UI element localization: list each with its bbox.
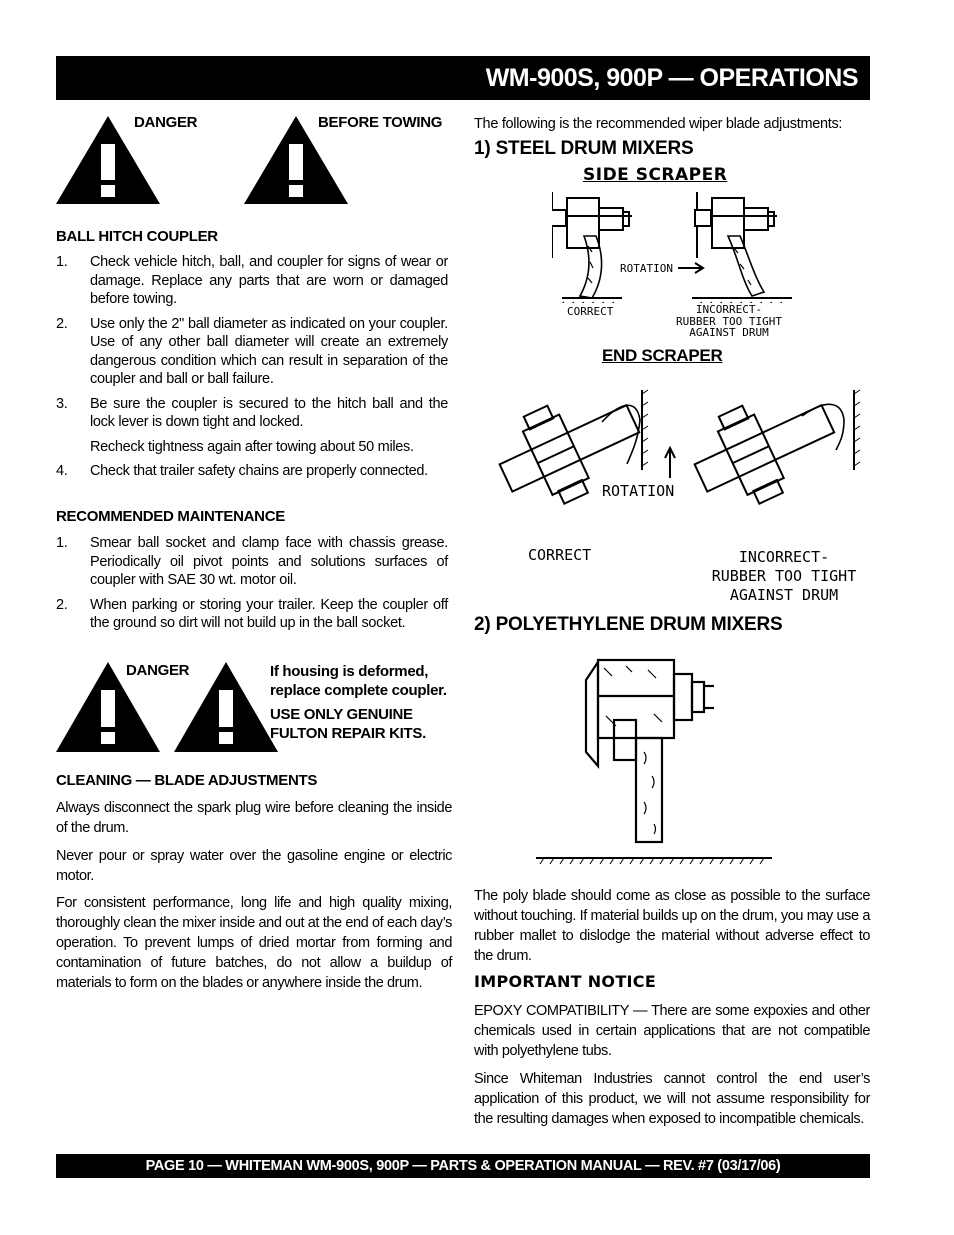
footer-text: PAGE 10 — WHITEMAN WM-900S, 900P — PARTS & OPERATION MANUAL — REV. #7 (03/17/06) [145,1158,781,1174]
genuine-parts-warning: USE ONLY GENUINE FULTON REPAIR KITS. [270,706,426,742]
ball-hitch-heading: BALL HITCH COUPLER [56,228,218,245]
list-item: 3. Be sure the coupler is secured to the hitch ball and the lock lever is down tight and locked. [56,395,448,430]
steel-drum-heading: 1) STEEL DRUM MIXERS [474,138,694,159]
footer-bar [56,1154,870,1178]
cleaning-paragraph-2: Never pour or spray water over the gasoline engine or electric motor. [56,848,452,884]
page-title: WM-900S, 900P — OPERATIONS [485,64,858,92]
maintenance-heading: RECOMMENDED MAINTENANCE [56,508,285,525]
list-item: 4. Check that trailer safety chains are properly connected. [56,463,428,479]
danger-label: DANGER [134,114,198,131]
responsibility-paragraph: Since Whiteman Industries cannot control the end user’s application of this product, we will not assume responsibility for the resulting damages when exposed to incompatible chemicals. [474,1071,870,1127]
rotation-label: ROTATION [620,262,673,275]
rotation-label: ROTATION [602,482,675,500]
important-notice-heading: IMPORTANT NOTICE [474,972,657,991]
epoxy-paragraph: EPOXY COMPATIBILITY — There are some expoxies and other chemicals used in certain applications that are not compatible with polyethylene tubs. [474,1003,870,1059]
end-scraper-diagram [492,380,868,510]
poly-paragraph: The poly blade should come as close as possible to the surface without touching. If material builds up on the drum, you may use a rubber mallet to dislodge the material without adverse effect to the drum. [474,888,870,964]
poly-blade-diagram [536,656,772,864]
danger-label: DANGER [126,662,190,679]
list-item: 1. Smear ball socket and clamp face with chassis grease. Periodically oil pivot points and solutions surfaces of coupler with SAE 30 wt. motor oil. [56,535,448,588]
incorrect-label: INCORRECT- RUBBER TOO TIGHT AGAINST DRUM [676,303,782,339]
recheck-note: Recheck tightness again after towing about 50 miles. [90,438,414,455]
ball-hitch-list [56,253,448,487]
side-scraper-title: SIDE SCRAPER [583,165,728,185]
before-towing-label: BEFORE TOWING [318,114,443,131]
list-item: 2. When parking or storing your trailer. Keep the coupler off the ground so dirt will not build up in the ball socket. [56,596,448,631]
cleaning-paragraph-3: For consistent performance, long life and high quality mixing, thoroughly clean the mixer inside and out at the end of each day’s operation. To prevent lumps of dried mortar from forming and contamination of future batches, do not allow a buildup of materials to form on the blades or anywhere inside the drum. [56,895,452,991]
housing-warning: If housing is deformed, replace complete coupler. [270,663,447,699]
cleaning-heading: CLEANING — BLADE ADJUSTMENTS [56,772,318,789]
warning-triangle-icon [174,662,278,752]
list-item: 1. Check vehicle hitch, ball, and coupler for signs of wear or damage. Replace any parts that are worn or damaged before towing. [56,254,448,307]
end-scraper-title: END SCRAPER [602,346,723,365]
intro-text: The following is the recommended wiper blade adjustments: [474,116,843,132]
correct-label: CORRECT [528,546,592,564]
incorrect-label: INCORRECT- RUBBER TOO TIGHT AGAINST DRUM [711,548,857,604]
correct-label: CORRECT [567,305,614,318]
side-scraper-diagram [552,188,792,303]
maintenance-list [56,534,448,639]
poly-drum-heading: 2) POLYETHYLENE DRUM MIXERS [474,614,783,635]
header-bar [56,56,870,100]
list-item: 2. Use only the 2" ball diameter as indicated on your coupler. Use of any other ball diameter will create an extremely dangerous condition which can result in separation of the coupler and ball or ball failure. [56,315,448,387]
cleaning-paragraph-1: Always disconnect the spark plug wire before cleaning the inside of the drum. [56,800,452,836]
